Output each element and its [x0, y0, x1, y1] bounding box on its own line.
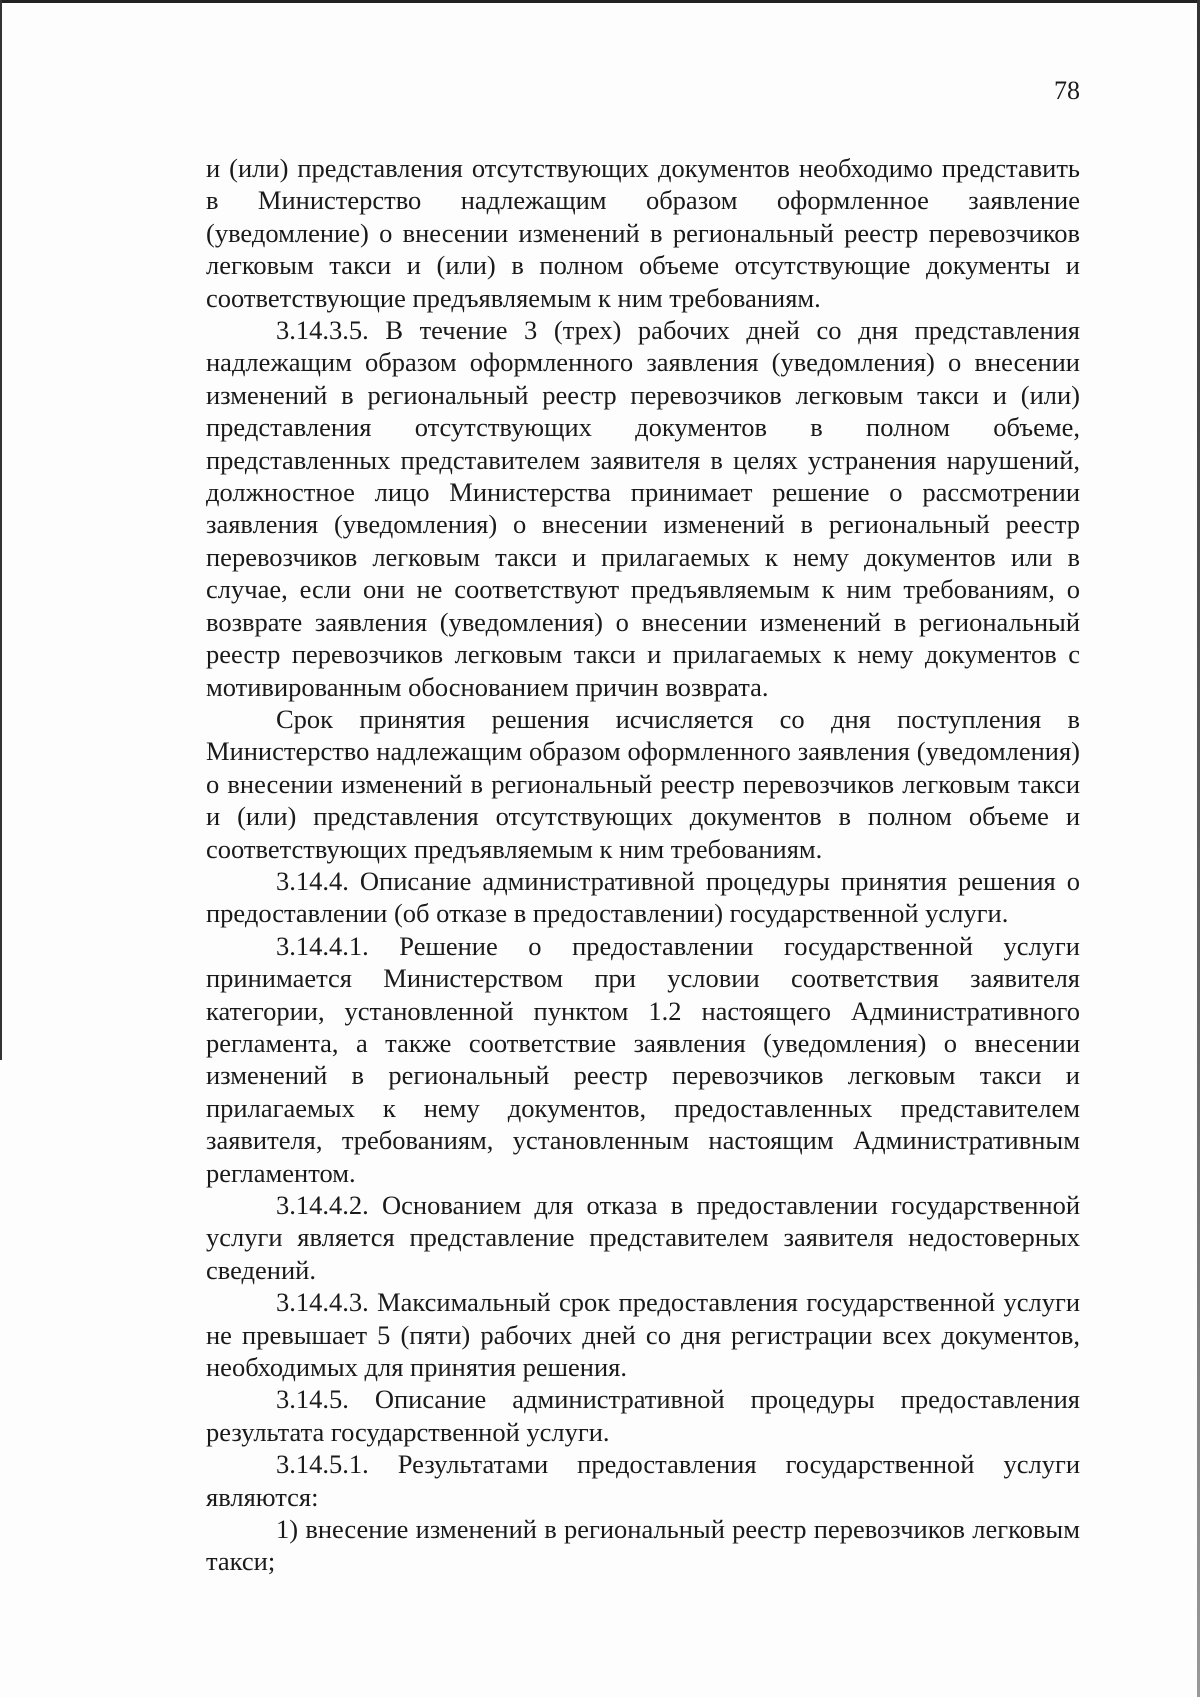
document-body: [206, 152, 1080, 1578]
paragraph: 3.14.5. Описание административной процедуры предоставления результата государственной услуги.: [206, 1384, 1080, 1447]
paragraph: и (или) представления отсутствующих документов необходимо представить в Министерство надлежащим образом оформленное заявление (уведомление) о внесении изменений в региональный реестр перевозчиков легковым такси и (или) в полном объеме отсутствующие документы и соответствующие предъявляемым к ним требованиям.: [206, 153, 1080, 313]
paragraph: 3.14.5.1. Результатами предоставления государственной услуги являются:: [206, 1449, 1080, 1512]
paragraph: 3.14.4.1. Решение о предоставлении государственной услуги принимается Министерством при условии соответствия заявителя категории, установленной пунктом 1.2 настоящего Административного регламента, а также соответствие заявления (уведомления) о внесении изменений в региональный реестр перевозчиков легковым такси и прилагаемых к нему документов, предоставленных представителем заявителя, требованиям, установленным настоящим Административным регламентом.: [206, 930, 1080, 1188]
page-number: 78: [1054, 76, 1080, 105]
paragraph: 3.14.3.5. В течение 3 (трех) рабочих дней со дня представления надлежащим образом оформленного заявления (уведомления) о внесении изменений в региональный реестр перевозчиков легковым такси и (или) представления отсутствующих документов в полном объеме, представленных представителем заявителя в целях устранения нарушений, должностное лицо Министерства принимает решение о рассмотрении заявления (уведомления) о внесении изменений в региональный реестр перевозчиков легковым такси и прилагаемых к нему документов или в случае, если они не соответствуют предъявляемым к ним требованиям, о возврате заявления (уведомления) о внесении изменений в региональный реестр перевозчиков легковым такси и прилагаемых к нему документов с мотивированным обоснованием причин возврата.: [206, 315, 1080, 702]
paragraph: 3.14.4.2. Основанием для отказа в предоставлении государственной услуги является представление представителем заявителя недостоверных сведений.: [206, 1190, 1080, 1285]
paragraph: 3.14.4. Описание административной процедуры принятия решения о предоставлении (об отказе в предоставлении) государственной услуги.: [206, 865, 1080, 929]
scan-edge-top: [0, 0, 1200, 3]
scan-edge-left: [0, 0, 2, 1060]
paragraph: Срок принятия решения исчисляется со дня поступления в Министерство надлежащим образом оформленного заявления (уведомления) о внесении изменений в региональный реестр перевозчиков легковым такси и (или) представления отсутствующих документов в полном объеме и соответствующих предъявляемым к ним требованиям.: [206, 703, 1080, 864]
paragraph: 3.14.4.3. Максимальный срок предоставления государственной услуги не превышает 5 (пяти) рабочих дней со дня регистрации всех документов, необходимых для принятия решения.: [206, 1287, 1080, 1383]
paragraph: 1) внесение изменений в региональный реестр перевозчиков легковым такси;: [206, 1514, 1080, 1577]
